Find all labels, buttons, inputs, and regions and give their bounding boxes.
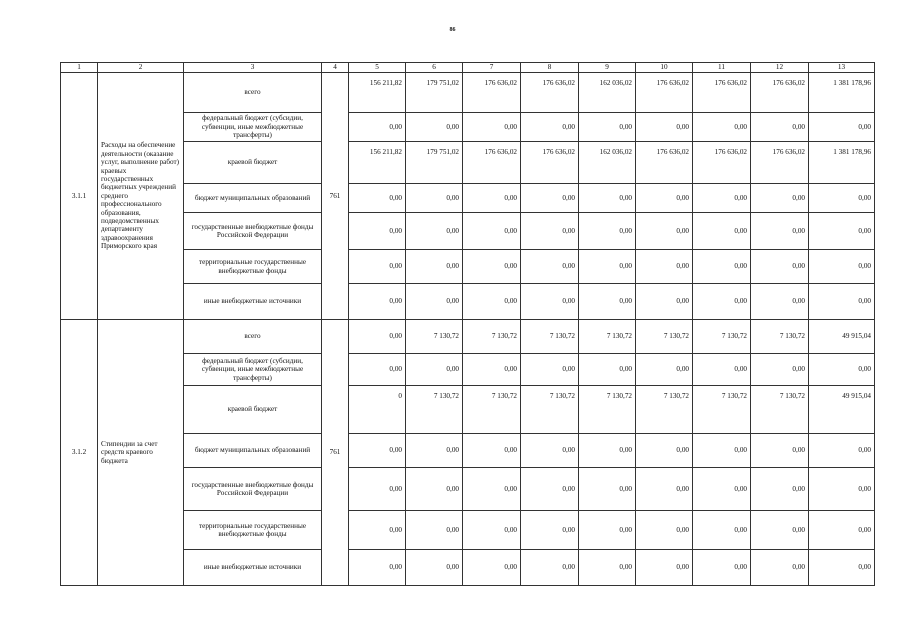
amount-cell: 179 751,02 bbox=[406, 142, 463, 184]
amount-cell: 0,00 bbox=[579, 550, 636, 586]
amount-cell: 7 130,72 bbox=[636, 386, 693, 434]
amount-cell: 7 130,72 bbox=[636, 320, 693, 354]
amount-cell: 176 636,02 bbox=[693, 73, 751, 113]
funding-source: государственные внебюджетные фонды Российской Федерации bbox=[184, 213, 322, 250]
amount-cell: 0,00 bbox=[809, 434, 875, 468]
amount-cell: 0,00 bbox=[579, 354, 636, 386]
row-code: 3.1.2 bbox=[61, 320, 98, 586]
amount-cell: 0,00 bbox=[349, 434, 406, 468]
amount-cell: 0,00 bbox=[751, 213, 809, 250]
amount-cell: 7 130,72 bbox=[521, 386, 579, 434]
amount-cell: 0,00 bbox=[349, 284, 406, 320]
amount-cell: 7 130,72 bbox=[579, 320, 636, 354]
amount-cell: 0,00 bbox=[636, 213, 693, 250]
amount-cell: 0,00 bbox=[406, 434, 463, 468]
amount-cell: 179 751,02 bbox=[406, 73, 463, 113]
amount-cell: 0,00 bbox=[463, 184, 521, 213]
amount-cell: 0,00 bbox=[406, 250, 463, 284]
budget-table bbox=[60, 62, 875, 586]
table-row bbox=[61, 73, 875, 113]
amount-cell: 0,00 bbox=[521, 354, 579, 386]
amount-cell: 0,00 bbox=[406, 354, 463, 386]
funding-source: территориальные государственные внебюджетные фонды bbox=[184, 511, 322, 550]
amount-cell: 0,00 bbox=[751, 434, 809, 468]
grbs-code: 761 bbox=[322, 73, 349, 320]
column-header: 6 bbox=[406, 63, 463, 73]
amount-cell: 0,00 bbox=[809, 113, 875, 142]
table-row bbox=[61, 468, 875, 511]
funding-source: краевой бюджет bbox=[184, 142, 322, 184]
table-row bbox=[61, 386, 875, 434]
amount-cell: 0,00 bbox=[406, 213, 463, 250]
amount-cell: 0,00 bbox=[751, 113, 809, 142]
funding-source: бюджет муниципальных образований bbox=[184, 184, 322, 213]
amount-cell: 176 636,02 bbox=[636, 73, 693, 113]
table-row bbox=[61, 142, 875, 184]
amount-cell: 0,00 bbox=[579, 250, 636, 284]
amount-cell: 0,00 bbox=[693, 550, 751, 586]
amount-cell: 0,00 bbox=[636, 184, 693, 213]
amount-cell: 0,00 bbox=[521, 213, 579, 250]
amount-cell: 0,00 bbox=[521, 113, 579, 142]
amount-cell: 0,00 bbox=[636, 113, 693, 142]
amount-cell: 0,00 bbox=[693, 250, 751, 284]
column-header: 11 bbox=[693, 63, 751, 73]
amount-cell: 49 915,04 bbox=[809, 320, 875, 354]
amount-cell: 0,00 bbox=[521, 184, 579, 213]
amount-cell: 7 130,72 bbox=[406, 320, 463, 354]
amount-cell: 7 130,72 bbox=[463, 320, 521, 354]
amount-cell: 0,00 bbox=[349, 113, 406, 142]
amount-cell: 0,00 bbox=[751, 511, 809, 550]
amount-cell: 0,00 bbox=[693, 434, 751, 468]
grbs-code: 761 bbox=[322, 320, 349, 586]
amount-cell: 176 636,02 bbox=[521, 73, 579, 113]
amount-cell: 49 915,04 bbox=[809, 386, 875, 434]
amount-cell: 0,00 bbox=[751, 284, 809, 320]
amount-cell: 0,00 bbox=[406, 511, 463, 550]
amount-cell: 0,00 bbox=[636, 511, 693, 550]
table-row bbox=[61, 550, 875, 586]
amount-cell: 0,00 bbox=[751, 468, 809, 511]
amount-cell: 0,00 bbox=[463, 434, 521, 468]
amount-cell: 0,00 bbox=[521, 284, 579, 320]
event-name: Расходы на обеспечение деятельности (оказание услуг, выполнение работ) краевых государственных бюджетных учреждений среднего профессионального образования, подведомственных департаменту здравоохранения Приморского края bbox=[98, 73, 184, 320]
amount-cell: 0,00 bbox=[809, 354, 875, 386]
amount-cell: 156 211,82 bbox=[349, 142, 406, 184]
funding-source: государственные внебюджетные фонды Российской Федерации bbox=[184, 468, 322, 511]
amount-cell: 0,00 bbox=[636, 468, 693, 511]
amount-cell: 0,00 bbox=[521, 468, 579, 511]
amount-cell: 162 036,02 bbox=[579, 142, 636, 184]
amount-cell: 0,00 bbox=[579, 434, 636, 468]
amount-cell: 0,00 bbox=[636, 354, 693, 386]
amount-cell: 0,00 bbox=[579, 284, 636, 320]
amount-cell: 0,00 bbox=[579, 113, 636, 142]
table-row bbox=[61, 113, 875, 142]
table-row bbox=[61, 511, 875, 550]
amount-cell: 0,00 bbox=[579, 511, 636, 550]
column-header: 5 bbox=[349, 63, 406, 73]
amount-cell: 0,00 bbox=[809, 468, 875, 511]
amount-cell: 0,00 bbox=[349, 354, 406, 386]
amount-cell: 0,00 bbox=[693, 468, 751, 511]
amount-cell: 0,00 bbox=[636, 250, 693, 284]
table-row bbox=[61, 434, 875, 468]
column-header: 13 bbox=[809, 63, 875, 73]
amount-cell: 0,00 bbox=[349, 213, 406, 250]
amount-cell: 1 381 178,96 bbox=[809, 73, 875, 113]
amount-cell: 0,00 bbox=[693, 354, 751, 386]
table-row bbox=[61, 284, 875, 320]
table-body bbox=[61, 63, 875, 586]
amount-cell: 0,00 bbox=[406, 550, 463, 586]
table-row bbox=[61, 354, 875, 386]
amount-cell: 0,00 bbox=[406, 284, 463, 320]
column-header: 3 bbox=[184, 63, 322, 73]
funding-source: федеральный бюджет (субсидии, субвенции, иные межбюджетные трансферты) bbox=[184, 354, 322, 386]
amount-cell: 0,00 bbox=[693, 184, 751, 213]
amount-cell: 0,00 bbox=[693, 284, 751, 320]
funding-source: всего bbox=[184, 320, 322, 354]
amount-cell: 0,00 bbox=[406, 468, 463, 511]
amount-cell: 0,00 bbox=[463, 250, 521, 284]
column-header: 2 bbox=[98, 63, 184, 73]
amount-cell: 7 130,72 bbox=[693, 320, 751, 354]
amount-cell: 0,00 bbox=[521, 434, 579, 468]
amount-cell: 0,00 bbox=[463, 113, 521, 142]
funding-source: всего bbox=[184, 73, 322, 113]
amount-cell: 0,00 bbox=[636, 284, 693, 320]
amount-cell: 0,00 bbox=[809, 213, 875, 250]
amount-cell: 0 bbox=[349, 386, 406, 434]
amount-cell: 0,00 bbox=[579, 213, 636, 250]
amount-cell: 0,00 bbox=[579, 468, 636, 511]
amount-cell: 0,00 bbox=[751, 250, 809, 284]
amount-cell: 0,00 bbox=[463, 284, 521, 320]
column-header: 7 bbox=[463, 63, 521, 73]
amount-cell: 0,00 bbox=[349, 320, 406, 354]
amount-cell: 0,00 bbox=[463, 213, 521, 250]
amount-cell: 0,00 bbox=[693, 213, 751, 250]
amount-cell: 0,00 bbox=[406, 113, 463, 142]
amount-cell: 176 636,02 bbox=[636, 142, 693, 184]
amount-cell: 0,00 bbox=[521, 550, 579, 586]
table-row bbox=[61, 320, 875, 354]
amount-cell: 0,00 bbox=[809, 184, 875, 213]
amount-cell: 7 130,72 bbox=[463, 386, 521, 434]
amount-cell: 0,00 bbox=[809, 511, 875, 550]
table-row bbox=[61, 184, 875, 213]
amount-cell: 0,00 bbox=[521, 511, 579, 550]
amount-cell: 0,00 bbox=[636, 434, 693, 468]
amount-cell: 7 130,72 bbox=[751, 320, 809, 354]
amount-cell: 7 130,72 bbox=[751, 386, 809, 434]
amount-cell: 0,00 bbox=[579, 184, 636, 213]
amount-cell: 0,00 bbox=[349, 511, 406, 550]
amount-cell: 0,00 bbox=[463, 511, 521, 550]
amount-cell: 176 636,02 bbox=[751, 73, 809, 113]
funding-source: федеральный бюджет (субсидии, субвенции, иные межбюджетные трансферты) bbox=[184, 113, 322, 142]
amount-cell: 176 636,02 bbox=[693, 142, 751, 184]
amount-cell: 0,00 bbox=[349, 250, 406, 284]
amount-cell: 0,00 bbox=[406, 184, 463, 213]
amount-cell: 0,00 bbox=[693, 511, 751, 550]
amount-cell: 0,00 bbox=[751, 550, 809, 586]
amount-cell: 7 130,72 bbox=[693, 386, 751, 434]
amount-cell: 176 636,02 bbox=[463, 142, 521, 184]
funding-source: иные внебюджетные источники bbox=[184, 550, 322, 586]
amount-cell: 0,00 bbox=[349, 468, 406, 511]
amount-cell: 156 211,82 bbox=[349, 73, 406, 113]
amount-cell: 0,00 bbox=[463, 468, 521, 511]
row-code: 3.1.1 bbox=[61, 73, 98, 320]
page-number: 86 bbox=[449, 27, 456, 33]
amount-cell: 0,00 bbox=[809, 550, 875, 586]
amount-cell: 7 130,72 bbox=[406, 386, 463, 434]
column-header: 8 bbox=[521, 63, 579, 73]
column-number-row bbox=[61, 63, 875, 73]
amount-cell: 0,00 bbox=[521, 250, 579, 284]
amount-cell: 0,00 bbox=[636, 550, 693, 586]
amount-cell: 7 130,72 bbox=[579, 386, 636, 434]
amount-cell: 0,00 bbox=[809, 284, 875, 320]
funding-source: краевой бюджет bbox=[184, 386, 322, 434]
column-header: 12 bbox=[751, 63, 809, 73]
amount-cell: 0,00 bbox=[751, 354, 809, 386]
column-header: 9 bbox=[579, 63, 636, 73]
funding-source: иные внебюджетные источники bbox=[184, 284, 322, 320]
amount-cell: 162 036,02 bbox=[579, 73, 636, 113]
column-header: 1 bbox=[61, 63, 98, 73]
amount-cell: 0,00 bbox=[751, 184, 809, 213]
table-row bbox=[61, 250, 875, 284]
amount-cell: 0,00 bbox=[349, 184, 406, 213]
event-name: Стипендии за счет средств краевого бюджета bbox=[98, 320, 184, 586]
amount-cell: 7 130,72 bbox=[521, 320, 579, 354]
amount-cell: 0,00 bbox=[349, 550, 406, 586]
amount-cell: 176 636,02 bbox=[751, 142, 809, 184]
amount-cell: 0,00 bbox=[463, 354, 521, 386]
table-row bbox=[61, 213, 875, 250]
amount-cell: 176 636,02 bbox=[463, 73, 521, 113]
column-header: 10 bbox=[636, 63, 693, 73]
amount-cell: 176 636,02 bbox=[521, 142, 579, 184]
amount-cell: 0,00 bbox=[463, 550, 521, 586]
column-header: 4 bbox=[322, 63, 349, 73]
funding-source: территориальные государственные внебюджетные фонды bbox=[184, 250, 322, 284]
funding-source: бюджет муниципальных образований bbox=[184, 434, 322, 468]
amount-cell: 1 381 178,96 bbox=[809, 142, 875, 184]
amount-cell: 0,00 bbox=[809, 250, 875, 284]
amount-cell: 0,00 bbox=[693, 113, 751, 142]
